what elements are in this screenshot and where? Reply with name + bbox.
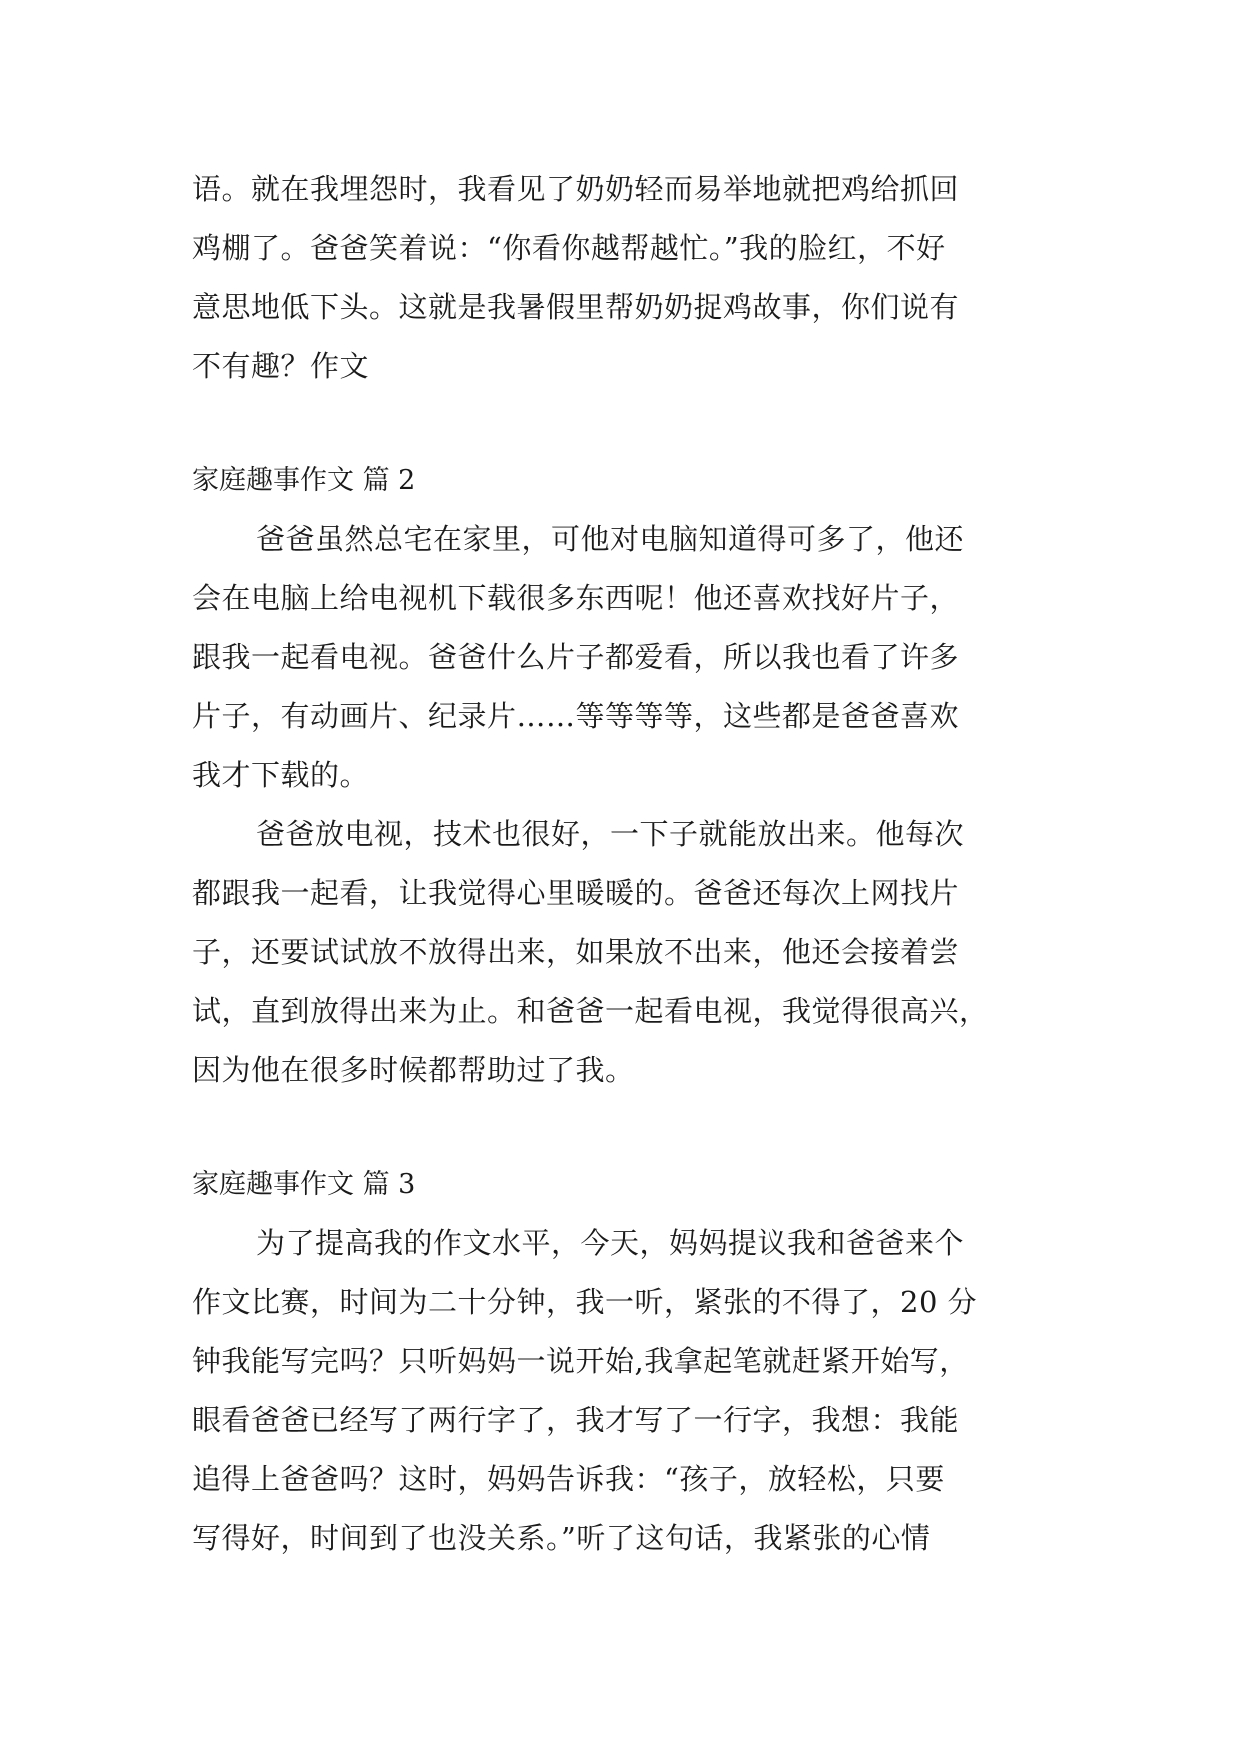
text-line: 因为他在很多时候都帮助过了我。: [192, 1053, 635, 1087]
text-line: 眼看爸爸已经写了两行字了，我才写了一行字，我想：我能: [192, 1403, 960, 1437]
text-line: 钟我能写完吗？只听妈妈一说开始,我拿起笔就赶紧开始写，: [192, 1344, 969, 1378]
text-line: 语。就在我埋怨时，我看见了奶奶轻而易举地就把鸡给抓回: [192, 172, 960, 206]
section-gap: [192, 1100, 1058, 1155]
paragraph: [192, 1214, 1058, 1568]
text-line: 爸爸虽然总宅在家里，可他对电脑知道得可多了，他还: [256, 522, 965, 556]
text-line: 我才下载的。: [192, 758, 370, 792]
text-line: 作文比赛，时间为二十分钟，我一听，紧张的不得了，20 分: [192, 1285, 978, 1319]
text-line: 跟我一起看电视。爸爸什么片子都爱看，所以我也看了许多: [192, 640, 960, 674]
section-3: [192, 1155, 1058, 1568]
text-line: 不有趣？作文: [192, 349, 370, 383]
paragraph: [192, 510, 1058, 805]
text-line: 为了提高我的作文水平，今天，妈妈提议我和爸爸来个: [256, 1226, 965, 1260]
text-line: 都跟我一起看，让我觉得心里暖暖的。爸爸还每次上网找片: [192, 876, 960, 910]
paragraph: [192, 805, 1058, 1100]
text-line: 会在电脑上给电视机下载很多东西呢！他还喜欢找好片子，: [192, 581, 960, 615]
text-line: 试，直到放得出来为止。和爸爸一起看电视，我觉得很高兴，: [192, 994, 989, 1028]
text-line: 写得好，时间到了也没关系。”听了这句话，我紧张的心情: [192, 1521, 931, 1555]
text-line: 鸡棚了。爸爸笑着说：“你看你越帮越忙。”我的脸红，不好: [192, 231, 946, 265]
section-1-text: [192, 160, 1058, 396]
section-heading: 家庭趣事作文 篇 3: [192, 1169, 416, 1200]
text-line: 追得上爸爸吗？这时，妈妈告诉我：“孩子，放轻松，只要: [192, 1462, 945, 1496]
text-line: 爸爸放电视，技术也很好，一下子就能放出来。他每次: [256, 817, 965, 851]
section-gap: [192, 396, 1058, 451]
section-2: [192, 451, 1058, 1100]
document-page: [192, 160, 1058, 1568]
text-line: 意思地低下头。这就是我暑假里帮奶奶捉鸡故事，你们说有: [192, 290, 960, 324]
text-line: 子，还要试试放不放得出来，如果放不出来，他还会接着尝: [192, 935, 960, 969]
text-line: 片子，有动画片、纪录片……等等等等，这些都是爸爸喜欢: [192, 699, 960, 733]
section-heading: 家庭趣事作文 篇 2: [192, 465, 416, 496]
